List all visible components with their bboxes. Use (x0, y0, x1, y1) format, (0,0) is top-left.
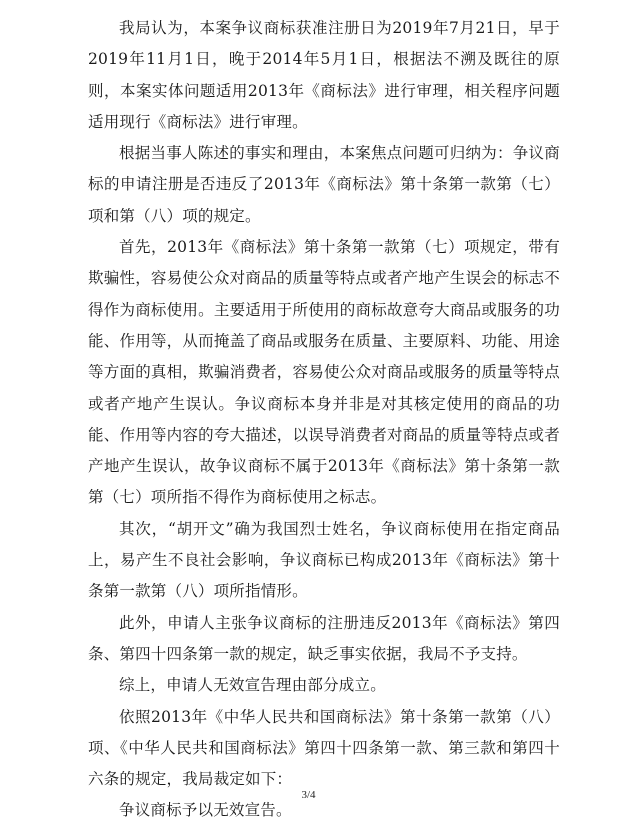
paragraph-reasoning: 我局认为，本案争议商标获准注册日为2019年7月21日，早于2019年11月1日，晚于2014年5月1日，根据法不溯及既往的原则，本案实体问题适用2013年《商标法》进行审理，相关程序问题适用现行《商标法》进行审理。 (88, 19, 560, 131)
paragraph-summary: 综上，申请人无效宣告理由部分成立。 (119, 676, 386, 695)
paragraph-ruling: 争议商标予以无效宣告。 (119, 801, 292, 820)
paragraph-focus-issue: 根据当事人陈述的事实和理由，本案焦点问题可归纳为：争议商标的申请注册是否违反了2013年《商标法》第十条第一款第（七）项和第（八）项的规定。 (88, 144, 560, 225)
document-body (88, 13, 560, 827)
page-number: 3/4 (301, 789, 316, 801)
paragraph-second-point: 其次，“胡开文”确为我国烈士姓名，争议商标使用在指定商品上，易产生不良社会影响，争议商标已构成2013年《商标法》第十条第一款第（八）项所指情形。 (88, 519, 560, 601)
paragraph-first-point: 首先，2013年《商标法》第十条第一款第（七）项规定，带有欺骗性，容易使公众对商品的质量等特点或者产地产生误会的标志不得作为商标使用。主要适用于所使用的商标故意夸大商品或服务的功能、作用等，从而掩盖了商品或服务在质量、主要原料、功能、用途等方面的真相，欺骗消费者，容易使公众对商品或服务的质量等特点或者产地产生误认。争议商标本身并非是对其核定使用的商品的功能、作用等内容的夸大描述，以误导消费者对商品的质量等特点或者产地产生误认，故争议商标不属于2013年《商标法》第十条第一款第（七）项所指不得作为商标使用之标志。 (88, 238, 560, 507)
paragraph-additional-point: 此外，申请人主张争议商标的注册违反2013年《商标法》第四条、第四十四条第一款的规定，缺乏事实依据，我局不予支持。 (88, 613, 560, 663)
paragraph-legal-basis: 依照2013年《中华人民共和国商标法》第十条第一款第（八）项、《中华人民共和国商标法》第四十四条第一款、第三款和第四十六条的规定，我局裁定如下： (88, 707, 560, 789)
